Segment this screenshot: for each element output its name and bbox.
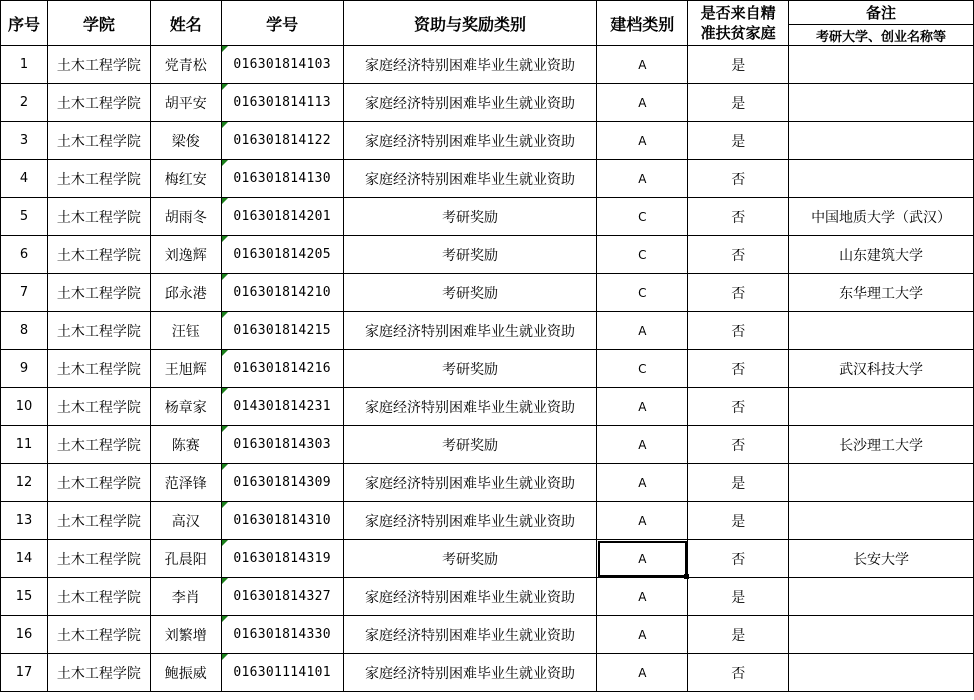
cell-student-id[interactable]: 016301814103	[221, 46, 343, 84]
cell-college[interactable]: 土木工程学院	[47, 122, 150, 160]
cell-student-id[interactable]: 014301814231	[221, 388, 343, 426]
cell-student-id[interactable]: 016301814216	[221, 350, 343, 388]
cell-poverty[interactable]: 是	[688, 122, 789, 160]
cell-name[interactable]: 刘逸辉	[150, 236, 221, 274]
cell-aid-type[interactable]: 考研奖励	[343, 426, 597, 464]
header-remark-sub[interactable]: 考研大学、创业名称等	[789, 25, 974, 46]
cell-remark[interactable]: 山东建筑大学	[789, 236, 974, 274]
cell-name[interactable]: 邱永港	[150, 274, 221, 312]
cell-seq[interactable]: 6	[1, 236, 48, 274]
cell-college[interactable]: 土木工程学院	[47, 350, 150, 388]
cell-archive-type[interactable]: A	[597, 160, 688, 198]
cell-student-id[interactable]: 016301814215	[221, 312, 343, 350]
cell-archive-type[interactable]: A	[597, 46, 688, 84]
table-row	[1, 654, 974, 692]
cell-student-id[interactable]: 016301814310	[221, 502, 343, 540]
cell-remark[interactable]	[789, 46, 974, 84]
cell-seq[interactable]: 11	[1, 426, 48, 464]
cell-seq[interactable]: 9	[1, 350, 48, 388]
cell-college[interactable]: 土木工程学院	[47, 198, 150, 236]
cell-college[interactable]: 土木工程学院	[47, 426, 150, 464]
cell-archive-type[interactable]: C	[597, 236, 688, 274]
cell-aid-type[interactable]: 考研奖励	[343, 274, 597, 312]
cell-archive-type[interactable]: A	[597, 84, 688, 122]
cell-college[interactable]: 土木工程学院	[47, 616, 150, 654]
cell-poverty[interactable]: 是	[688, 502, 789, 540]
cell-poverty[interactable]: 是	[688, 46, 789, 84]
cell-remark[interactable]: 长沙理工大学	[789, 426, 974, 464]
cell-seq[interactable]: 14	[1, 540, 48, 578]
cell-college[interactable]: 土木工程学院	[47, 654, 150, 692]
cell-name[interactable]: 王旭辉	[150, 350, 221, 388]
cell-college[interactable]: 土木工程学院	[47, 160, 150, 198]
cell-remark[interactable]	[789, 388, 974, 426]
cell-remark[interactable]	[789, 464, 974, 502]
cell-seq[interactable]: 1	[1, 46, 48, 84]
cell-remark[interactable]: 长安大学	[789, 540, 974, 578]
cell-seq[interactable]: 10	[1, 388, 48, 426]
cell-student-id[interactable]: 016301114101	[221, 654, 343, 692]
cell-archive-type[interactable]: A	[597, 578, 688, 616]
cell-poverty[interactable]: 否	[688, 236, 789, 274]
cell-poverty[interactable]: 否	[688, 350, 789, 388]
cell-college[interactable]: 土木工程学院	[47, 540, 150, 578]
header-remark[interactable]: 备注	[789, 1, 974, 25]
header-college[interactable]: 学院	[47, 1, 150, 46]
cell-student-id[interactable]: 016301814303	[221, 426, 343, 464]
table-row	[1, 198, 974, 236]
cell-seq[interactable]: 7	[1, 274, 48, 312]
cell-student-id[interactable]: 016301814201	[221, 198, 343, 236]
cell-archive-type[interactable]: A	[597, 122, 688, 160]
cell-student-id[interactable]: 016301814113	[221, 84, 343, 122]
cell-poverty[interactable]: 否	[688, 198, 789, 236]
cell-seq[interactable]: 12	[1, 464, 48, 502]
cell-aid-type[interactable]: 考研奖励	[343, 350, 597, 388]
cell-college[interactable]: 土木工程学院	[47, 464, 150, 502]
cell-remark[interactable]	[789, 616, 974, 654]
table-row	[1, 274, 974, 312]
cell-poverty[interactable]: 否	[688, 426, 789, 464]
table-row	[1, 578, 974, 616]
cell-remark[interactable]	[789, 312, 974, 350]
cell-name[interactable]: 汪钰	[150, 312, 221, 350]
cell-archive-type[interactable]: A	[597, 464, 688, 502]
header-name[interactable]: 姓名	[150, 1, 221, 46]
table-row	[1, 540, 974, 578]
table-row	[1, 236, 974, 274]
cell-remark[interactable]	[789, 122, 974, 160]
cell-remark[interactable]: 东华理工大学	[789, 274, 974, 312]
cell-remark[interactable]: 武汉科技大学	[789, 350, 974, 388]
cell-poverty[interactable]: 否	[688, 274, 789, 312]
table-row	[1, 122, 974, 160]
cell-aid-type[interactable]: 家庭经济特别困难毕业生就业资助	[343, 122, 597, 160]
table-row	[1, 84, 974, 122]
header-aid-type[interactable]: 资助与奖励类别	[343, 1, 597, 46]
cell-student-id[interactable]: 016301814330	[221, 616, 343, 654]
cell-archive-type[interactable]: A	[597, 616, 688, 654]
cell-remark[interactable]	[789, 160, 974, 198]
cell-seq[interactable]: 16	[1, 616, 48, 654]
header-poverty-line2: 准扶贫家庭	[700, 24, 776, 42]
table-row	[1, 312, 974, 350]
cell-archive-type[interactable]: A	[597, 502, 688, 540]
cell-aid-type[interactable]: 家庭经济特别困难毕业生就业资助	[343, 84, 597, 122]
header-student-id[interactable]: 学号	[221, 1, 343, 46]
cell-remark[interactable]	[789, 578, 974, 616]
cell-archive-type[interactable]: A	[597, 540, 688, 578]
cell-seq[interactable]: 3	[1, 122, 48, 160]
cell-aid-type[interactable]: 考研奖励	[343, 236, 597, 274]
cell-remark[interactable]	[789, 502, 974, 540]
cell-name[interactable]: 梅红安	[150, 160, 221, 198]
cell-student-id[interactable]: 016301814210	[221, 274, 343, 312]
cell-aid-type[interactable]: 家庭经济特别困难毕业生就业资助	[343, 502, 597, 540]
cell-seq[interactable]: 5	[1, 198, 48, 236]
cell-poverty[interactable]: 是	[688, 616, 789, 654]
cell-poverty[interactable]: 是	[688, 578, 789, 616]
cell-student-id[interactable]: 016301814327	[221, 578, 343, 616]
header-poverty-line1: 是否来自精	[700, 4, 776, 22]
table-row	[1, 616, 974, 654]
cell-college[interactable]: 土木工程学院	[47, 502, 150, 540]
cell-archive-type[interactable]: A	[597, 388, 688, 426]
table-row	[1, 426, 974, 464]
cell-name[interactable]: 胡平安	[150, 84, 221, 122]
cell-name[interactable]: 陈赛	[150, 426, 221, 464]
cell-seq[interactable]: 8	[1, 312, 48, 350]
cell-archive-type[interactable]: A	[597, 426, 688, 464]
header-archive-type[interactable]: 建档类别	[597, 1, 688, 46]
cell-archive-type[interactable]: A	[597, 312, 688, 350]
cell-aid-type[interactable]: 家庭经济特别困难毕业生就业资助	[343, 46, 597, 84]
cell-poverty[interactable]: 否	[688, 388, 789, 426]
cell-poverty[interactable]: 否	[688, 160, 789, 198]
cell-seq[interactable]: 4	[1, 160, 48, 198]
table-row	[1, 46, 974, 84]
cell-student-id[interactable]: 016301814319	[221, 540, 343, 578]
cell-seq[interactable]: 13	[1, 502, 48, 540]
cell-seq[interactable]: 15	[1, 578, 48, 616]
cell-poverty[interactable]: 否	[688, 540, 789, 578]
cell-name[interactable]: 党青松	[150, 46, 221, 84]
cell-aid-type[interactable]: 考研奖励	[343, 540, 597, 578]
cell-aid-type[interactable]: 家庭经济特别困难毕业生就业资助	[343, 616, 597, 654]
cell-college[interactable]: 土木工程学院	[47, 578, 150, 616]
table-row	[1, 350, 974, 388]
cell-archive-type[interactable]: A	[597, 654, 688, 692]
fill-handle[interactable]	[684, 574, 689, 579]
cell-remark[interactable]: 中国地质大学（武汉）	[789, 198, 974, 236]
cell-name[interactable]: 孔晨阳	[150, 540, 221, 578]
cell-college[interactable]: 土木工程学院	[47, 274, 150, 312]
cell-name[interactable]: 高汉	[150, 502, 221, 540]
cell-aid-type[interactable]: 家庭经济特别困难毕业生就业资助	[343, 578, 597, 616]
table-row	[1, 160, 974, 198]
cell-aid-type[interactable]: 家庭经济特别困难毕业生就业资助	[343, 654, 597, 692]
cell-seq[interactable]: 17	[1, 654, 48, 692]
cell-name[interactable]: 杨章家	[150, 388, 221, 426]
cell-poverty[interactable]: 是	[688, 464, 789, 502]
cell-name[interactable]: 鲍振威	[150, 654, 221, 692]
cell-college[interactable]: 土木工程学院	[47, 312, 150, 350]
table-row	[1, 464, 974, 502]
table-row	[1, 502, 974, 540]
header-seq[interactable]: 序号	[1, 1, 48, 46]
cell-student-id[interactable]: 016301814122	[221, 122, 343, 160]
cell-aid-type[interactable]: 家庭经济特别困难毕业生就业资助	[343, 160, 597, 198]
cell-name[interactable]: 刘繁增	[150, 616, 221, 654]
cell-poverty[interactable]: 否	[688, 312, 789, 350]
cell-college[interactable]: 土木工程学院	[47, 388, 150, 426]
cell-name[interactable]: 范泽锋	[150, 464, 221, 502]
cell-aid-type[interactable]: 家庭经济特别困难毕业生就业资助	[343, 312, 597, 350]
cell-name[interactable]: 胡雨冬	[150, 198, 221, 236]
cell-archive-type[interactable]: C	[597, 274, 688, 312]
cell-archive-type[interactable]: C	[597, 350, 688, 388]
header-poverty[interactable]	[688, 1, 789, 46]
cell-aid-type[interactable]: 家庭经济特别困难毕业生就业资助	[343, 388, 597, 426]
cell-remark[interactable]	[789, 654, 974, 692]
cell-college[interactable]: 土木工程学院	[47, 46, 150, 84]
cell-remark[interactable]	[789, 84, 974, 122]
table-row	[1, 388, 974, 426]
cell-student-id[interactable]: 016301814309	[221, 464, 343, 502]
cell-college[interactable]: 土木工程学院	[47, 84, 150, 122]
cell-name[interactable]: 梁俊	[150, 122, 221, 160]
cell-aid-type[interactable]: 考研奖励	[343, 198, 597, 236]
cell-student-id[interactable]: 016301814205	[221, 236, 343, 274]
cell-poverty[interactable]: 是	[688, 84, 789, 122]
cell-student-id[interactable]: 016301814130	[221, 160, 343, 198]
cell-aid-type[interactable]: 家庭经济特别困难毕业生就业资助	[343, 464, 597, 502]
cell-name[interactable]: 李肖	[150, 578, 221, 616]
cell-poverty[interactable]: 否	[688, 654, 789, 692]
cell-archive-type[interactable]: C	[597, 198, 688, 236]
cell-seq[interactable]: 2	[1, 84, 48, 122]
cell-college[interactable]: 土木工程学院	[47, 236, 150, 274]
